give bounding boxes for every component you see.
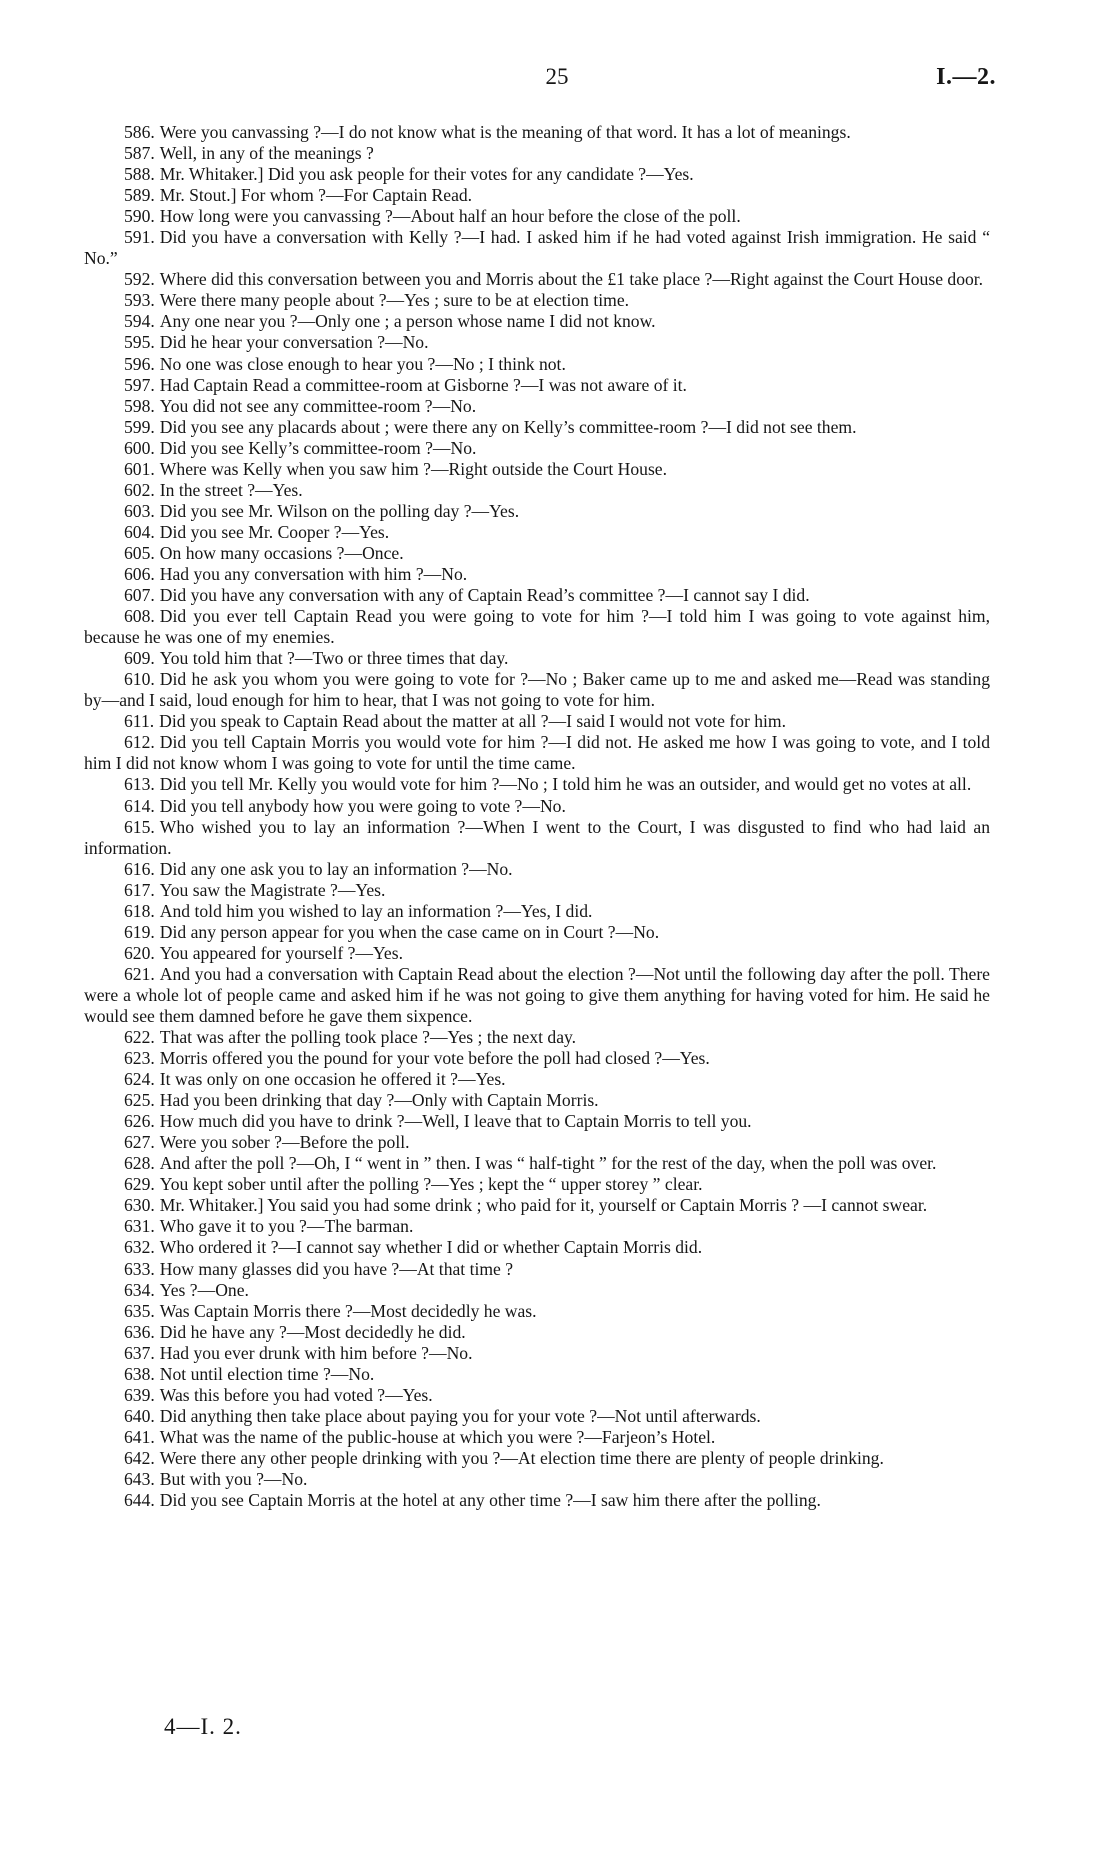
question-number: 643. [124,1469,155,1489]
question-answer-text: You saw the Magistrate ?—Yes. [159,879,386,900]
question-number: 627. [124,1132,155,1153]
testimony-entry [84,1490,990,1511]
question-answer-text: And you had a conversation with Captain Read about the election ?—Not until the following day after the poll. There were a whole lot of people came and asked him if he was not going to give them anything for having voted for him. He said he would see them damned before he gave them sixpence. [84,963,990,1026]
question-answer-text: Did you tell Mr. Kelly you would vote for him ?—No ; I told him he was an outsider, and would get no votes at all. [159,774,972,795]
testimony-entry [84,269,990,290]
testimony-entry [84,438,990,459]
question-number: 630. [124,1195,155,1216]
testimony-entry [84,375,990,396]
question-number: 605. [124,542,155,563]
question-number: 616. [124,858,155,879]
testimony-entry [84,922,990,943]
testimony-entry [84,1048,990,1069]
testimony-entry [84,522,990,543]
question-answer-text: Did any person appear for you when the case came on in Court ?—No. [159,921,660,942]
testimony-entry [84,1237,990,1258]
question-answer-text: It was only on one occasion he offered it ?—Yes. [159,1069,506,1090]
question-number: 621. [124,963,155,984]
page-number: 25 [545,64,569,89]
question-number: 625. [124,1090,155,1111]
testimony-entry [84,943,990,964]
question-answer-text: Did he hear your conversation ?—No. [159,332,429,353]
question-number: 640. [124,1405,155,1426]
testimony-entry [84,1322,990,1343]
testimony-entry [84,1259,990,1280]
question-number: 599. [124,416,155,437]
question-answer-text: What was the name of the public-house at which you were ?—Farjeon’s Hotel. [159,1426,716,1447]
testimony-entry [84,1090,990,1111]
testimony-entry [84,459,990,480]
question-number: 644. [124,1490,155,1511]
question-answer-text: Did anything then take place about paying you for your vote ?—Not until afterwards. [159,1405,761,1426]
question-number: 639. [124,1384,155,1405]
question-number: 638. [124,1363,155,1384]
question-answer-text: No one was close enough to hear you ?—No ; I think not. [159,353,566,374]
printer-signature-mark: 4—I. 2. [164,1714,242,1739]
question-number: 614. [124,795,155,816]
testimony-entry [84,1448,990,1469]
testimony-entry [84,227,990,269]
question-number: 600. [124,437,155,458]
question-number: 604. [124,521,155,542]
question-answer-text: Did you have any conversation with any of Captain Read’s committee ?—I cannot say I did. [159,585,810,606]
question-answer-text: Did you see Captain Morris at the hotel at any other time ?—I saw him there after the polling. [159,1490,821,1511]
testimony-entry [84,1069,990,1090]
question-answer-text: Did you ever tell Captain Read you were going to vote for him ?—I told him I was going to vote against him, because he was one of my enemies. [84,606,990,648]
question-answer-text: Where did this conversation between you and Morris about the £1 take place ?—Right against the Court House door. [159,269,984,290]
testimony-entry [84,774,990,795]
question-number: 628. [124,1153,155,1174]
question-answer-text: Were there many people about ?—Yes ; sure to be at election time. [159,290,630,311]
testimony-entry [84,543,990,564]
question-number: 634. [124,1279,155,1300]
question-answer-text: Had you ever drunk with him before ?—No. [159,1342,473,1363]
testimony-entry [84,1027,990,1048]
testimony-entry [84,1406,990,1427]
testimony-entry [84,880,990,901]
question-number: 615. [124,816,155,837]
question-answer-text: Did you see Kelly’s committee-room ?—No. [159,437,477,458]
question-answer-text: Did you see Mr. Cooper ?—Yes. [159,521,390,542]
question-answer-text: You appeared for yourself ?—Yes. [159,942,403,963]
question-number: 626. [124,1111,155,1132]
testimony-entry [84,332,990,353]
question-number: 598. [124,395,155,416]
testimony-entry [84,206,990,227]
testimony-entry [84,648,990,669]
testimony-entry [84,164,990,185]
testimony-entry [84,964,990,1027]
question-answer-text: Were you canvassing ?—I do not know what is the meaning of that word. It has a lot of meanings. [159,122,851,142]
question-number: 588. [124,164,155,185]
testimony-entry [84,1280,990,1301]
testimony-entry [84,1385,990,1406]
question-number: 603. [124,500,155,521]
question-answer-text: Not until election time ?—No. [159,1363,375,1384]
question-number: 636. [124,1321,155,1342]
question-answer-text: And told him you wished to lay an information ?—Yes, I did. [159,900,593,921]
testimony-entry [84,1153,990,1174]
testimony-entry [84,1132,990,1153]
question-answer-text: Did you have a conversation with Kelly ?—I had. I asked him if he had voted against Irish immigration. He said “ No.” [84,227,990,269]
question-answer-text: You kept sober until after the polling ?—Yes ; kept the “ upper storey ” clear. [159,1174,703,1195]
question-number: 591. [124,227,155,248]
testimony-entry [84,122,990,143]
question-number: 596. [124,353,155,374]
question-number: 592. [124,269,155,290]
question-number: 637. [124,1342,155,1363]
testimony-entry [84,711,990,732]
question-answer-text: You did not see any committee-room ?—No. [159,395,477,416]
question-answer-text: That was after the polling took place ?—Yes ; the next day. [159,1027,577,1048]
testimony-entry [84,311,990,332]
question-number: 635. [124,1300,155,1321]
question-answer-text: How many glasses did you have ?—At that time ? [159,1258,514,1279]
question-number: 613. [124,774,155,795]
testimony-entry [84,1216,990,1237]
question-answer-text: Was this before you had voted ?—Yes. [159,1384,433,1405]
question-answer-text: In the street ?—Yes. [159,479,303,500]
testimony-entry [84,290,990,311]
question-number: 641. [124,1426,155,1447]
question-number: 620. [124,942,155,963]
question-answer-text: Who gave it to you ?—The barman. [159,1216,414,1237]
question-answer-text: Well, in any of the meanings ? [159,143,374,164]
question-number: 590. [124,206,155,227]
question-number: 607. [124,585,155,606]
testimony-entry [84,354,990,375]
question-answer-text: Did you tell Captain Morris you would vote for him ?—I did not. He asked me how I was going to vote, and I told him I did not know whom I was going to vote for until the time came. [84,732,990,774]
question-answer-text: Yes ?—One. [159,1279,249,1300]
question-number: 589. [124,185,155,206]
question-answer-text: Morris offered you the pound for your vote before the poll had closed ?—Yes. [159,1048,710,1069]
question-answer-text: Did you speak to Captain Read about the matter at all ?—I said I would not vote for him. [159,711,787,732]
testimony-entry [84,1195,990,1216]
testimony-entry [84,1174,990,1195]
testimony-entry [84,480,990,501]
question-answer-text: Did you tell anybody how you were going to vote ?—No. [159,795,566,816]
question-answer-text: Did he have any ?—Most decidedly he did. [159,1321,466,1342]
question-number: 623. [124,1048,155,1069]
testimony-entry [84,185,990,206]
testimony-entry [84,1343,990,1364]
question-number: 632. [124,1237,155,1258]
testimony-entry [84,417,990,438]
question-answer-text: On how many occasions ?—Once. [159,542,404,563]
question-number: 622. [124,1027,155,1048]
question-number: 617. [124,879,155,900]
testimony-entry [84,817,990,859]
paper-reference: I.—2. [936,64,996,90]
question-answer-text: Mr. Stout.] For whom ?—For Captain Read. [159,185,473,206]
question-answer-text: But with you ?—No. [159,1469,308,1489]
question-number: 608. [124,606,155,627]
testimony-entry [84,564,990,585]
question-number: 597. [124,374,155,395]
question-answer-text: Any one near you ?—Only one ; a person whose name I did not know. [159,311,656,332]
question-number: 610. [124,669,155,690]
testimony-entry [84,396,990,417]
question-answer-text: Who wished you to lay an information ?—When I went to the Court, I was disgusted to find who had laid an information. [84,816,990,858]
testimony-entry [84,501,990,522]
question-answer-text: Who ordered it ?—I cannot say whether I did or whether Captain Morris did. [159,1237,703,1258]
question-number: 594. [124,311,155,332]
testimony-entry [84,585,990,606]
testimony-entry [84,1427,990,1448]
question-number: 602. [124,479,155,500]
testimony-entry [84,796,990,817]
question-number: 631. [124,1216,155,1237]
question-number: 642. [124,1447,155,1468]
question-number: 593. [124,290,155,311]
testimony-entry [84,1111,990,1132]
testimony-entry [84,901,990,922]
page-header [0,64,1114,100]
question-answer-text: And after the poll ?—Oh, I “ went in ” then. I was “ half-tight ” for the rest of the day, when the poll was over. [159,1153,937,1174]
testimony-entry [84,732,990,774]
question-answer-text: Were there any other people drinking with you ?—At election time there are plenty of people drinking. [159,1447,884,1468]
testimony-entry [84,669,990,711]
question-answer-text: Did you see Mr. Wilson on the polling day ?—Yes. [159,500,520,521]
question-answer-text: Did he ask you whom you were going to vote for ?—No ; Baker came up to me and asked me—Read was standing by—and I said, loud enough for him to hear, that I was not going to vote for him. [84,669,990,711]
question-answer-text: How much did you have to drink ?—Well, I leave that to Captain Morris to tell you. [159,1111,752,1132]
question-answer-text: Were you sober ?—Before the poll. [159,1132,410,1153]
question-answer-text: Where was Kelly when you saw him ?—Right outside the Court House. [159,458,667,479]
question-number: 606. [124,563,155,584]
question-number: 611. [124,711,155,732]
testimony-entry [84,1469,990,1490]
question-answer-text: Did any one ask you to lay an information ?—No. [159,858,513,879]
question-answer-text: You told him that ?—Two or three times that day. [159,648,509,669]
testimony-body [84,122,990,1511]
question-number: 587. [124,143,155,164]
testimony-entry [84,859,990,880]
question-number: 624. [124,1069,155,1090]
question-number: 595. [124,332,155,353]
question-number: 586. [124,122,155,142]
question-answer-text: Had you any conversation with him ?—No. [159,563,468,584]
question-answer-text: Was Captain Morris there ?—Most decidedly he was. [159,1300,537,1321]
question-number: 619. [124,921,155,942]
testimony-entry [84,143,990,164]
question-answer-text: Mr. Whitaker.] You said you had some drink ; who paid for it, yourself or Captain Morris ? —I cannot swear. [159,1195,928,1216]
testimony-entry [84,606,990,648]
question-number: 601. [124,458,155,479]
question-answer-text: Mr. Whitaker.] Did you ask people for their votes for any candidate ?—Yes. [159,164,694,185]
testimony-entry [84,1301,990,1322]
question-answer-text: Had you been drinking that day ?—Only with Captain Morris. [159,1090,599,1111]
question-answer-text: Had Captain Read a committee-room at Gisborne ?—I was not aware of it. [159,374,687,395]
question-answer-text: Did you see any placards about ; were there any on Kelly’s committee-room ?—I did not see them. [159,416,857,437]
question-answer-text: How long were you canvassing ?—About half an hour before the close of the poll. [159,206,741,227]
testimony-entry [84,1364,990,1385]
question-number: 629. [124,1174,155,1195]
question-number: 633. [124,1258,155,1279]
question-number: 612. [124,732,155,753]
question-number: 609. [124,648,155,669]
question-number: 618. [124,900,155,921]
